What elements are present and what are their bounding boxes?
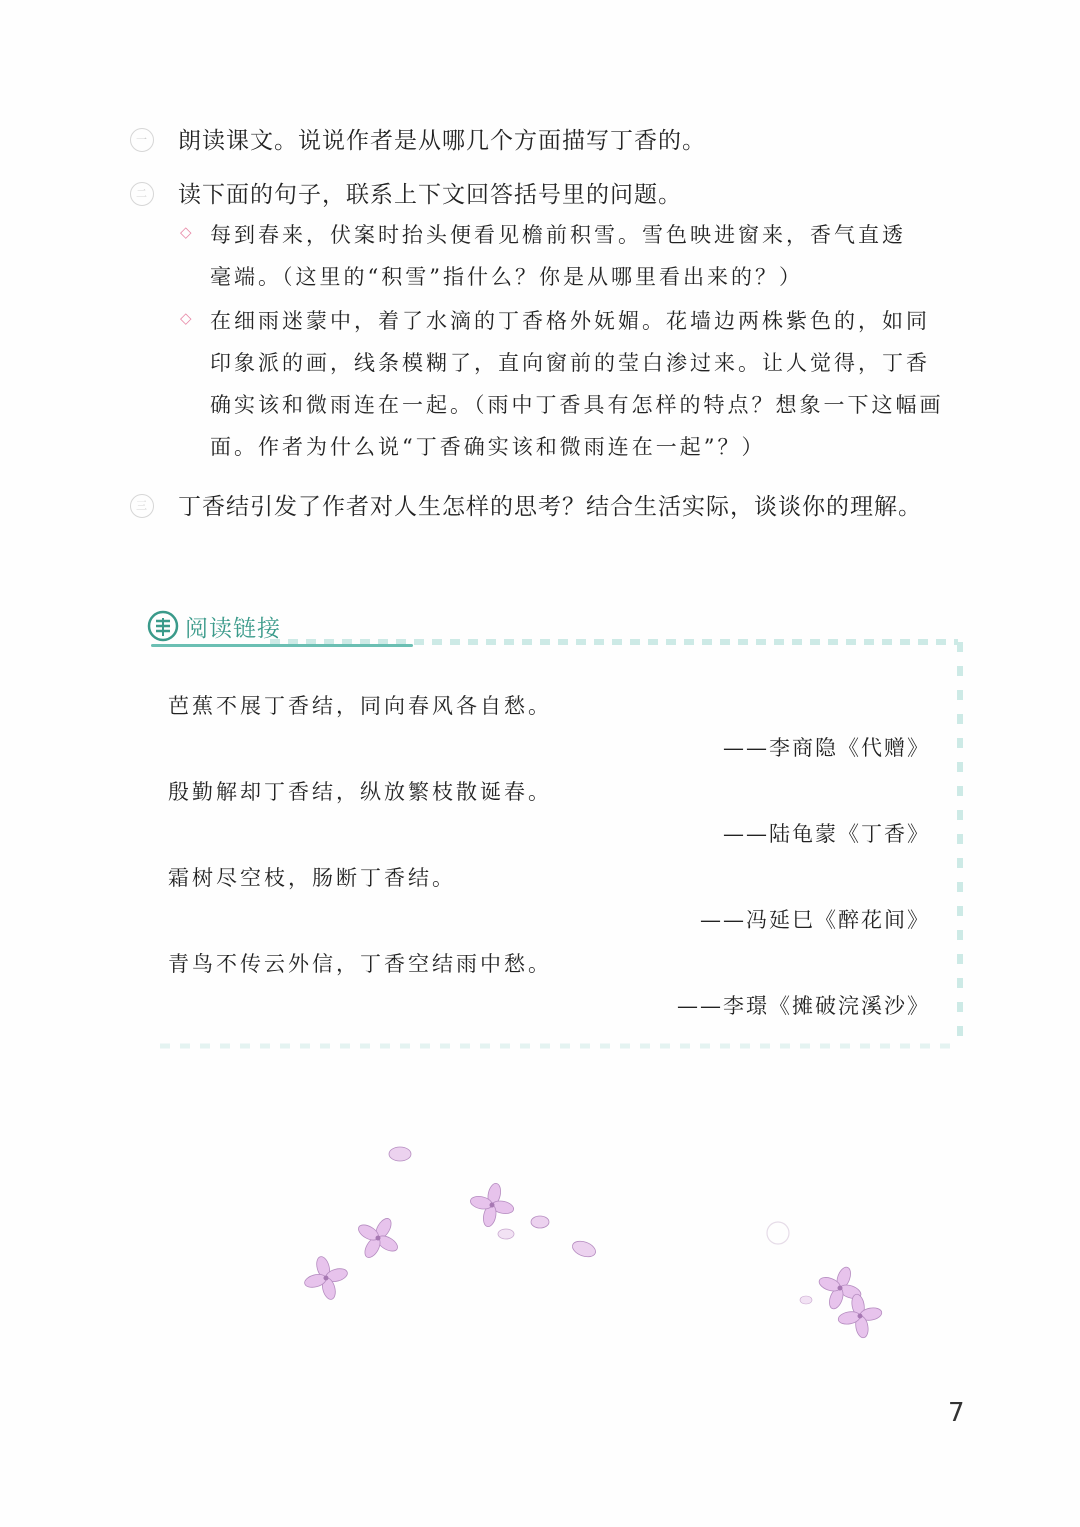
question-text: 读下面的句子，联系上下文回答括号里的问题。 <box>178 182 682 208</box>
question-number-circle: 二 <box>130 182 154 206</box>
poem-source: ——李璟《摊破浣溪沙》 <box>677 994 930 1018</box>
diamond-bullet-icon: ◇ <box>180 223 195 241</box>
question-number-circle: 三 <box>130 494 154 518</box>
sub-item-line: 印象派的画，线条模糊了，直向窗前的莹白渗过来。让人觉得，丁香 <box>210 351 930 375</box>
poem-line: 芭蕉不展丁香结，同向春风各自愁。 <box>168 694 552 718</box>
poem-line: 青鸟不传云外信，丁香空结雨中愁。 <box>168 952 552 976</box>
sub-item-line: 确实该和微雨连在一起。（雨中丁香具有怎样的特点？想象一下这幅画 <box>210 393 944 417</box>
sub-item-line: 每到春来，伏案时抬头便看见檐前积雪。雪色映进窗来，香气直透 <box>210 223 906 247</box>
poem-line: 霜树尽空枝，肠断丁香结。 <box>168 866 456 890</box>
poem-source: ——李商隐《代赠》 <box>723 736 930 760</box>
page-number: 7 <box>948 1398 965 1428</box>
question-number-circle: 一 <box>130 128 154 152</box>
question-text: 丁香结引发了作者对人生怎样的思考？结合生活实际，谈谈你的理解。 <box>178 494 922 520</box>
diamond-bullet-icon: ◇ <box>180 309 195 327</box>
sub-item-line: 面。作者为什么说“丁香确实该和微雨连在一起”？） <box>210 435 766 459</box>
poem-line: 殷勤解却丁香结，纵放繁枝散诞春。 <box>168 780 552 804</box>
reading-link-title: 阅读链接 <box>185 616 281 642</box>
poem-source: ——冯延巳《醉花间》 <box>700 908 930 932</box>
sub-item-line: 毫端。（这里的“积雪”指什么？你是从哪里看出来的？） <box>210 265 803 289</box>
question-text: 朗读课文。说说作者是从哪几个方面描写丁香的。 <box>178 128 706 154</box>
sub-item-line: 在细雨迷蒙中，着了水滴的丁香格外妩媚。花墙边两株紫色的，如同 <box>210 309 930 333</box>
poem-source: ——陆龟蒙《丁香》 <box>723 822 930 846</box>
